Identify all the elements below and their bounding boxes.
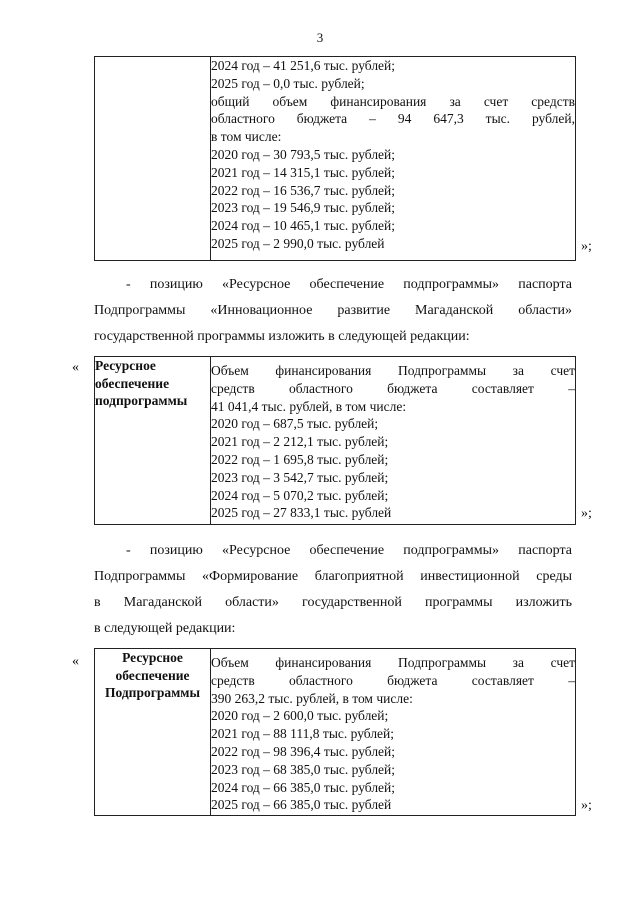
text-line: 2021 год – 14 315,1 тыс. рублей; (211, 164, 396, 180)
table-1-value-cell (211, 57, 576, 261)
table-3-label-cell (95, 649, 211, 816)
text-line: 2024 год – 66 385,0 тыс. рублей; (211, 779, 396, 795)
resource-table-1 (94, 56, 576, 261)
text-line: 2024 год – 5 070,2 тыс. рублей; (211, 487, 389, 503)
table-2-label-cell (95, 357, 211, 525)
text-line: 2020 год – 687,5 тыс. рублей; (211, 416, 379, 432)
text-line: 2025 год – 66 385,0 тыс. рублей (211, 797, 392, 813)
text-line: 2023 год – 68 385,0 тыс. рублей; (211, 761, 396, 777)
text-line: 2020 год – 2 600,0 тыс. рублей; (211, 708, 389, 724)
text-line: средств областного бюджета составляет – (211, 672, 575, 688)
text-line: 2024 год – 41 251,6 тыс. рублей; (211, 58, 396, 73)
table-2-value-cell (211, 357, 576, 525)
instruction-paragraph-1 (94, 272, 572, 350)
text-line: в том числе: (211, 129, 282, 145)
paragraph-line: Подпрограммы «Инновационное развитие Магаданской области» (94, 303, 572, 318)
text-line: 2025 год – 0,0 тыс. рублей; (211, 75, 365, 91)
paragraph-line: - позицию «Ресурсное обеспечение подпрограммы» паспорта (126, 277, 572, 292)
text-line: 2021 год – 88 111,8 тыс. рублей; (211, 726, 395, 742)
paragraph-line: государственной программы изложить в следующей редакции: (94, 329, 470, 344)
text-line: Объем финансирования Подпрограммы за счет (211, 363, 575, 378)
closing-quote: »; (581, 506, 592, 521)
label-line: Подпрограммы (104, 685, 201, 700)
label-line: обеспечение (115, 667, 190, 683)
text-line: средств областного бюджета составляет – (211, 380, 575, 396)
label-line: обеспечение (95, 375, 170, 391)
text-line: 2025 год – 2 990,0 тыс. рублей (211, 235, 385, 251)
opening-quote: « (72, 360, 79, 375)
paragraph-line: в следующей редакции: (94, 621, 236, 636)
instruction-paragraph-2 (94, 538, 572, 642)
table-1-label-cell (95, 57, 211, 261)
resource-table-2 (94, 356, 576, 525)
text-line: Объем финансирования Подпрограммы за счет (211, 655, 575, 670)
label-line: подпрограммы (95, 393, 188, 408)
page-number: 3 (316, 30, 324, 45)
text-line: 2023 год – 19 546,9 тыс. рублей; (211, 200, 396, 216)
text-line: 2021 год – 2 212,1 тыс. рублей; (211, 434, 389, 450)
text-line: 2024 год – 10 465,1 тыс. рублей; (211, 218, 396, 234)
label-line: Ресурсное (95, 358, 156, 373)
opening-quote: « (72, 654, 79, 669)
paragraph-line: в Магаданской области» государственной программы изложить (94, 595, 572, 610)
text-line: 390 263,2 тыс. рублей, в том числе: (211, 690, 413, 706)
text-line: 2020 год – 30 793,5 тыс. рублей; (211, 146, 396, 162)
text-line: 2022 год – 16 536,7 тыс. рублей; (211, 182, 396, 198)
text-line: общий объем финансирования за счет средств (211, 93, 575, 109)
paragraph-line: Подпрограммы «Формирование благоприятной инвестиционной среды (94, 569, 572, 584)
text-line: областного бюджета – 94 647,3 тыс. рублей, (211, 111, 575, 127)
closing-quote: »; (581, 239, 592, 254)
label-line: Ресурсное (122, 650, 183, 665)
paragraph-line: - позицию «Ресурсное обеспечение подпрограммы» паспорта (126, 543, 572, 558)
text-line: 2022 год – 98 396,4 тыс. рублей; (211, 743, 396, 759)
text-line: 2023 год – 3 542,7 тыс. рублей; (211, 469, 389, 485)
text-line: 2022 год – 1 695,8 тыс. рублей; (211, 451, 389, 467)
resource-table-3 (94, 648, 576, 816)
table-3-value-cell (211, 649, 576, 816)
closing-quote: »; (581, 798, 592, 813)
text-line: 2025 год – 27 833,1 тыс. рублей (211, 505, 392, 521)
text-line: 41 041,4 тыс. рублей, в том числе: (211, 398, 407, 414)
